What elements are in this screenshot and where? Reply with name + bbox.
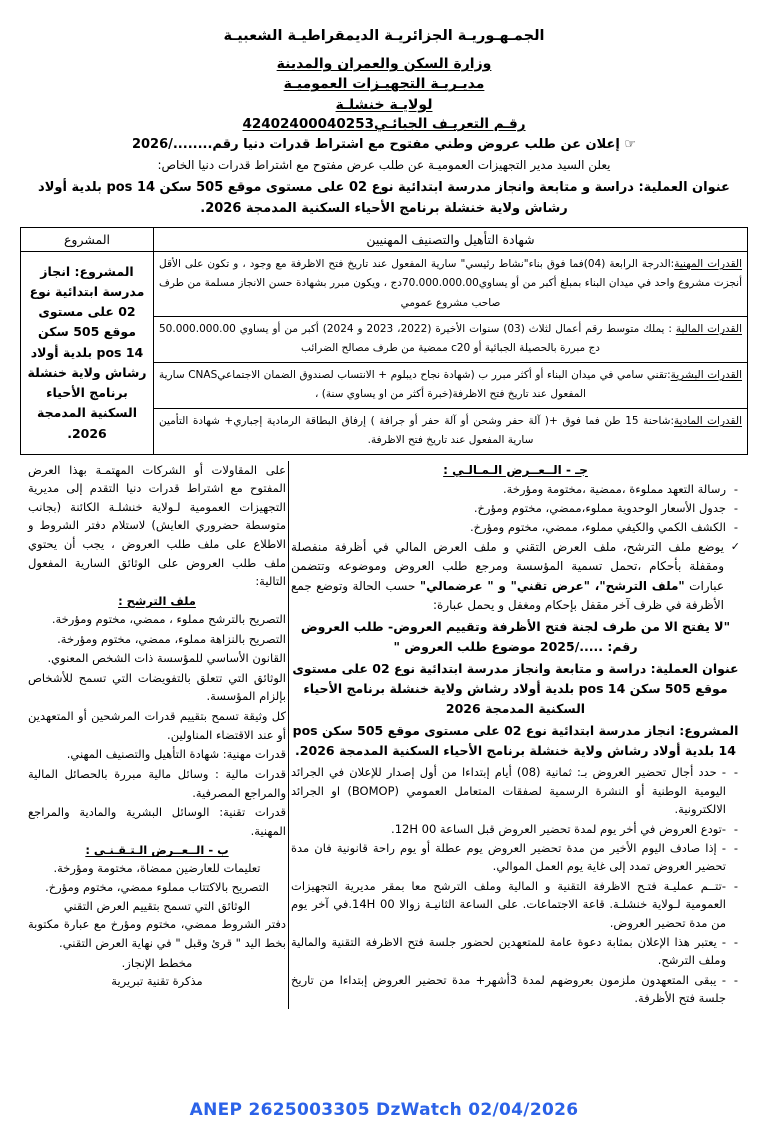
candidacy-item: القانون الأساسي للمؤسسة ذات الشخص المعنوي. <box>47 651 286 666</box>
label-financial-capacity: القدرات المالية <box>675 323 742 336</box>
label-human-capacity: القدرات البشرية <box>670 368 743 381</box>
table-header-row <box>21 227 748 251</box>
candidacy-item: كل وثيقة تسمح بتقييم قدرات المرشحين أو المتعهدين أو عند الاقتضاء المناولين. <box>28 709 286 742</box>
text-professional-capacity: :الدرجة الرابعة (04)فما فوق بناء"نشاط رئيسي" سارية المفعول عند تاريخ فتح الاظرفة مع وجود ، و تكون على الأقل أنجزت مشروع واحد في ميدان البناء بمبلغ أكبر من أو يساوي70.000.000.00دج ، ويكون مبرر بشهادة حسن الانجاز مسلمة من طرف صاحب مشروع عمومي <box>159 257 743 309</box>
directorate-title: مديـريـة التجهيـزات العموميـة <box>283 76 485 93</box>
list-item: - جدول الأسعار الوحدوية مملوء،ممضي، مختوم ومؤرخ. <box>291 499 740 517</box>
capacity-item-professional: قدرات مهنية: شهادة التأهيل والتصنيف المهني. <box>66 747 286 762</box>
candidacy-item: التصريح بالنزاهة مملوء، ممضي، مختوم ومؤرخة. <box>57 631 286 646</box>
requirements-table <box>20 227 748 455</box>
list-item: - - حدد أجال تحضير العروض بـ: ثمانية (08) أيام إبتداءا من أول إصدار للإعلان في الجرائد اليومية الوطنية أو النشرة الرسمية لصفقات المتعامل العمومي (BOMOP) او الجرائد الالكترونية. <box>291 763 740 818</box>
project-restatement-text: انجاز مدرسة ابتدائية نوع 02 على مستوى موقع 505 سكن pos 14 بلدية أولاد رشاش ولاية خنشلة برنامج الأحياء السكنية المدمجة 2026. <box>292 723 736 759</box>
operation-title-label: عنوان العملية: <box>638 180 730 196</box>
list-item: - -تودع العروض في أخر يوم لمدة تحضير العروض قبل الساعة 12H 00. <box>291 820 740 838</box>
technical-item: تعليمات للعارضين ممضاة، مختومة ومؤرخة. <box>53 861 261 876</box>
requirements-table-wrapper <box>0 219 768 455</box>
announcement-text: إعلان عن طلب عروض وطني مفتوح مع اشتراط قدرات دنيا رقم......../2026 <box>131 136 620 152</box>
operation-title-block <box>0 178 768 218</box>
envelope-instructions-list <box>291 538 740 616</box>
header-qualification: شهادة التأهيل والتصنيف المهنيين <box>154 227 748 251</box>
operation-title-text: دراسة و متابعة وانجاز مدرسة ابتدائية نوع 02 على مستوى موقع 505 سكن pos 14 بلدية أولاد رشاش ولاية خنشلة برنامج الأحياء السكنية المدمجة 2026. <box>38 180 634 216</box>
list-item: - -تتــم عمليـة فتـح الاظرفة التقنية و المالية وملف الترشح معا بمقر مديرية التجهيزات العمومية لـولاية خنشلـة. قاعة الاجتماعات. على الساعة الثانيـة زوالا 14H 00.في آخر يوم من مدة تحضير العروض. <box>291 877 740 932</box>
document-header <box>0 0 768 132</box>
technical-item: التصريح بالاكتتاب مملوء ممضي، مختوم ومؤرخ. <box>45 880 269 895</box>
project-restatement <box>291 721 740 761</box>
cell-professional-capacity <box>154 251 748 316</box>
announcement-intro: يعلن السيد مدير التجهيزات العموميـة عن طلب عرض مفتوح مع اشتراط قدرات دنيا الخاص: <box>157 158 611 173</box>
technical-item: دفتر الشروط ممضي، مختوم ومؤرخ مع عبارة مكتوبة بخط اليد " قرئ وقبل " في نهاية العرض التقني. <box>28 917 286 950</box>
financial-offer-heading: جـ - الــعــرض الـمـالـي : <box>443 462 588 477</box>
fiscal-id-number: 42402400040253 <box>242 115 374 132</box>
operation-restatement-text: دراسة و متابعة وانجاز مدرسة ابتدائية نوع 02 على مستوى موقع 505 سكن pos 14 بلدية أولاد رشاش ولاية خنشلة برنامج الأحياء السكنية المدمجة 2026 <box>292 661 728 717</box>
list-item: - - يعتبر هذا الإعلان بمثابة دعوة عامة للمتعهدين لحضور جلسة فتح الاظرفة التقنية والمالية وملف الترشح. <box>291 933 740 970</box>
left-column <box>288 461 748 1009</box>
text-financial-capacity: : يملك متوسط رقم أعمال لثلاث (03) سنوات الأخيرة (2022، 2023 و 2024) أكبر من أو يساوي 50.000.000.00 دج مبررة بالحصيلة الجبائية أو c20 ممضية من طرف مصالح الضرائب <box>159 323 676 355</box>
text-human-capacity: :تقني سامي في ميدان البناء أو أكثر مبرر ب (شهادة نجاح ديبلوم + الانتساب لصندوق الضمان الاجتماعيCNAS سارية المفعول عند تاريخ فتح الاظرفة(خبرة أكثر من او يساوي سنة) ، <box>159 368 671 401</box>
envelope-labels-bold: "ملف الترشح"، "عرض تقني" و " عرضمالي" <box>419 578 685 593</box>
body-columns <box>0 455 768 1009</box>
label-professional-capacity: القدرات المهنية <box>674 257 743 270</box>
deadline-notes-list <box>291 763 740 1007</box>
table-row <box>21 251 748 316</box>
pointing-hand-icon: ☞ <box>624 136 637 152</box>
envelope-instruction-item <box>291 538 740 616</box>
right-column <box>20 461 288 1009</box>
capacity-item-technical: قدرات تقنية: الوسائل البشرية والمادية والمراجع المهنية. <box>28 805 286 838</box>
list-item: - الكشف الكمي والكيفي مملوء، ممضي، مختوم ومؤرخ. <box>291 518 740 536</box>
technical-offer-heading: ب - الــعــرض الـتـقـنـي : <box>85 843 229 858</box>
submission-intro-paragraph: على المقاولات أو الشركات المهتمـة بهذا العرض المفتوح مع اشتراط قدرات دنيا التقدم إلى مديرية التجهيزات العمومية لـولاية خنشلـة الكائنة (بجانب متوسطة حضروري العايش) لاستلام دفتر الشروط و الاطلاع على ملف طلب العروض ، يجب أن يحتوي ملف طلب العروض على الوثائق السارية المفعول التالية: <box>28 462 286 589</box>
cell-project-description: المشروع: انجاز مدرسة ابتدائية نوع 02 على مستوى موقع 505 سكن pos 14 بلدية أولاد رشاش ولاية خنشلة برنامج الأحياء السكنية المدمجة 2026. <box>21 251 154 454</box>
technical-item: الوثائق التي تسمح بتقييم العرض التقني <box>63 898 251 913</box>
cell-material-capacity <box>154 408 748 454</box>
operation-restatement <box>291 659 740 719</box>
candidacy-item: التصريح بالترشح مملوء ، ممضي، مختوم ومؤرخة. <box>51 611 286 626</box>
technical-item: مذكرة تقنية تبريرية <box>111 974 203 989</box>
document-footer <box>0 1100 768 1120</box>
envelope-instruction-part1: يوضع ملف الترشح، ملف العرض التقني و ملف العرض المالي في أظرفة منفصلة ومقفلة بأحكام ،تحمل تسمية المؤسسة ومرجع طلب العروض وموضوعه وتتضمن عبارات <box>291 539 725 593</box>
fiscal-id-line <box>40 116 728 132</box>
candidacy-file-heading: ملف الترشح : <box>118 593 196 608</box>
list-item: - رسالة التعهد مملوءة ،ممضية ،مختومة ومؤرخة. <box>291 480 740 498</box>
cell-financial-capacity <box>154 317 748 363</box>
fiscal-id-label: رقـم التعريـف الجبائـي <box>373 115 526 132</box>
operation-restatement-label: عنوان العملية: <box>650 661 739 677</box>
capacity-item-financial: قدرات مالية : وسائل مالية مبررة بالحصائل المالية والمراجع المصرفية. <box>28 766 286 800</box>
envelope-instruction-part2: حسب الحالة وتوضع جمع الأظرفة في ظرف آخر مقفل بإحكام ومغفل و يحمل عبارة: <box>291 578 724 613</box>
cell-human-capacity <box>154 362 748 408</box>
list-item: - - إذا صادف اليوم الأخير من مدة تحضير العروض يوم عطلة أو يوم راحة قانونية فان مدة تحضير العروض تمدد إلى غاية يوم العمل الموالي. <box>291 839 740 876</box>
financial-offer-list <box>291 480 740 537</box>
technical-item: مخطط الإنجاز. <box>121 955 193 970</box>
republic-title: الجمـهـوريـة الجزائريـة الديمقراطيـة الشعبيـة <box>223 28 545 44</box>
ministry-title: وزارة السكن والعمران والمدينة <box>276 56 492 73</box>
announcement-line <box>0 136 768 154</box>
project-restatement-label: المشروع: <box>679 723 739 739</box>
candidacy-item: الوثائق التي تتعلق بالتفويضات التي تسمح للأشخاص بإلزام المؤسسة. <box>28 670 286 704</box>
header-project: المشروع <box>21 227 154 251</box>
list-item: - - يبقى المتعهدون ملزمون بعروضهم لمدة 3أشهر+ مدة تحضير العروض إبتداءا من تاريخ جلسة فتح الأظرفة. <box>291 971 740 1008</box>
wilaya-title: لولايـة خنشلـة <box>335 96 433 113</box>
sealed-envelope-text: "لا يفتح الا من طرف لجنة فتح الأظرفة وتقييم العروض- طلب العروض رقم: ...../2025 موضوع طلب العروض " <box>300 619 731 655</box>
label-material-capacity: القدرات المادية <box>674 414 742 427</box>
text-material-capacity: :شاحنة 15 طن فما فوق +( آلة حفر وشحن أو آلة حفر أو جرافة ) إرفاق البطاقة الرمادية إجباري+ شهادة التأمين سارية المفعول عند تاريخ فتح الاظرفة. <box>159 414 674 447</box>
anep-reference: ANEP 2625003305 DzWatch 02/04/2026 <box>189 1100 579 1120</box>
